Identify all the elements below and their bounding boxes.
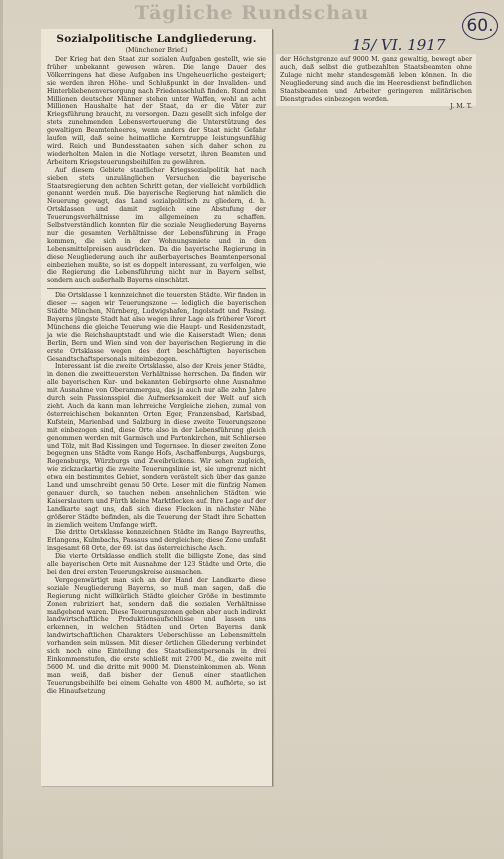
article-title: Sozialpolitische Landgliederung.	[56, 33, 257, 45]
page-number: 60.	[462, 12, 498, 40]
column-divider	[47, 288, 266, 289]
article-paragraph: Interessant ist die zweite Ortsklasse, also der Kreis jener Städte, in denen die zweitteuersten Verhältnisse herrschen. Da finden wir alle bayerischen Kur- und bekannten Gebirgsorte ohne Ausnahme mit Ausnahme von Oberammergau, das ja auch nur alle zehn Jahre durch sein Passionsspiel die Aufmerksamkeit der Welt auf sich zieht. Auch da kann man lehrreiche Vergleiche ziehen, zumal von österreichischen bekannten Orten Eger, Franzensbad, Karlsbad, Kufstein, Marienbad und Salzburg in diese zweite Teuerungszone mit einbezogen sind, diese Orte also in der Lebensführung gleich genommen werden mit Garmisch und Partenkirchen, mit Schliersee und Tölz, mit Bad Kissingen und Tegernsee. In dieser zweiten Zone begegnen uns Städte vom Range Hofs, Aschaffenburgs, Augsburgs, Regensburgs, Würzburgs und Zweibrückens. Wir sehen zugleich, wie zickzackartig die zweite Teuerungslinie ist, sie umgrenzt nicht etwa ein bestimmtes Gebiet, sondern verästelt sich über das ganze Land und umschreibt genau 50 Orte. Leser mit die fünfzig Namen genauer durch, so tauchen neben ansehnlichen Städten wie Kaiserslautern und Fürth kleine Marktflecken auf. Ihre Lage auf der Landkarte sagt uns, daß sich diese Flecken in nächster Nähe größerer Städte befinden, als die Teuerung der Stadt ihre Schatten in ziemlich weitem Umfange wirft.	[47, 363, 266, 529]
newspaper-masthead: Tägliche Rundschau	[134, 2, 370, 24]
continuation-text: der Höchstgrenze auf 9000 M. ganz gewaltig, bewegt aber auch, daß selbst die gutbezahlten Staatsbeamten ohne Zulage nicht mehr standesgemäß leben können. In die Neugliederung sind auch die im Heeresdienst befindlichen Staatsbeamten und Arbeiter geringeren militärischen Dienstgrades einbezogen worden.	[280, 56, 472, 103]
article-paragraph: Die vierte Ortsklasse endlich stellt die billigste Zone, das sind alle bayerischen Orte mit Ausnahme der 123 Städte und Orte, die bei den drei ersten Teuerungskreise ausmachen.	[47, 553, 266, 576]
author-signature: J. M. T.	[450, 103, 472, 111]
clipping-main-column	[41, 29, 273, 786]
handwritten-date: 15/ VI. 1917	[352, 36, 446, 54]
article-paragraph: Auf diesem Gebiete staatlicher Kriegssozialpolitik hat nach sieben stets unzulänglichen Versuchen die bayerische Staatsregierung den achten Schritt getan, der vielleicht vorbildlich genannt werden muß. Die bayerische Regierung hat nämlich die Neuerung gewagt, das Land sozialpolitisch zu gliedern, d. h. Ortsklassen und damit zugleich eine Abstufung der Teuerungsverhältnisse im allgemeinen zu schaffen. Selbstverständlich konnten für die soziale Neugliederung Bayerns nur die gesamten Verhältnisse der Lebensführung in Frage kommen, die sich in der Wohnungsmiete und in den Lebensmittelpreisen ausdrücken. Da die bayerische Regierung in diese Neugliederung auch ihr außerbayerisches Beamtenpersonal einbeziehen mußte, so ist es doppelt interessant, zu verfolgen, wie die Regierung die Lebensführung nicht nur in Bayern selbst, sondern auch außerhalb Bayerns einschätzt.	[47, 166, 266, 285]
article-paragraph: Der Krieg hat den Staat zur sozialen Aufgaben gestellt, wie sie früher unbekannt gewesen wären. Die lange Dauer des Völkerringens hat diese Aufgaben ins Ungeheuerliche gesteigert; sie werden ihren Höhe- und Schlußpunkt in der Invaliden- und Hinterbliebenenversorgung nach Friedensschluß finden. Rund zehn Millionen deutscher Männer stehen unter Waffen, wohl an acht Millionen Haushalte hat der Staat, da er die Väter zur Kriegsführung braucht, zu versorgen. Dazu gesellt sich infolge der stets zunehmenden Lebensverteuerung die Unterstützung des gewaltigen Beamtenheeres, wenn anders der Staat nicht Gefahr laufen will, daß seine heimatliche Kerntruppe leistungsunfähig wird. Reich und Bundesstaaten sahen sich daher schon zu wiederholten Malen in die Notlage versetzt, ihren Beamten und Arbeitern Kriegsteuerungsbeihilfen zu gewähren.	[47, 56, 266, 166]
article-paragraph: Die dritte Ortsklasse kennzeichnen Städte im Range Bayreuths, Erlangens, Kulmbachs, Passaus und dergleichen; diese Zone umfaßt insgesamt 68 Orte, der 69. ist das österreichische Asch.	[47, 529, 266, 553]
article-subtitle: (Münchener Brief.)	[125, 46, 188, 54]
article-paragraph: Vergegenwärtigt man sich an der Hand der Landkarte diese soziale Neugliederung Bayerns, so muß man sagen, daß die Regierung nicht willkürlich Städte gleicher Größe in bestimmte Zonen rubriziert hat, sondern daß die sozialen Verhältnisse maßgebend waren. Diese Teuerungszonen geben aber auch indirekt landwirtschaftliche Produktionsaufschlüsse und lassen uns erkennen, in welchen Städten und Orten Bayerns dank landwirtschaftlichen Charakters Ueberschüsse an Lebensmitteln vorhanden sein müssen. Mit dieser örtlichen Gliederung verbindet sich noch eine Einteilung des Staatsdienstpersonals in drei Einkommenstufen, die erste schließt mit 2700 M., die zweite mit 5600 M. und die dritte mit 9000 M. Diensteinkommen ab. Wenn man weiß, daß bisher der Genuß einer staatlichen Teuerungsbeihilfe bei einem Gehalte von 4800 M. aufhörte, so ist die Hinaufsetzung	[47, 576, 266, 695]
article-paragraph: Die Ortsklasse 1 kennzeichnet die teuersten Städte. Wir finden in dieser — sagen wir Teuerungszone — lediglich die bayerischen Städte München, Nürnberg, Ludwigshafen, Ingolstadt und Pasing. Bayerns jüngste Stadt hat also wegen ihrer Lage als früherer Vorort Münchens die gleiche Teuerung wie die Haupt- und Residenzstadt, ja wie die Reichshauptstadt und wie die Kaiserstadt Wien; denn Berlin, Bern und Wien sind von der bayerischen Regierung in die erste Ortsklasse wegen des dort beschäftigten bayerischen Gesandtschaftspersonals miteinbezogen.	[47, 292, 266, 363]
clipping-continuation	[276, 54, 476, 111]
page-edge	[0, 0, 3, 859]
